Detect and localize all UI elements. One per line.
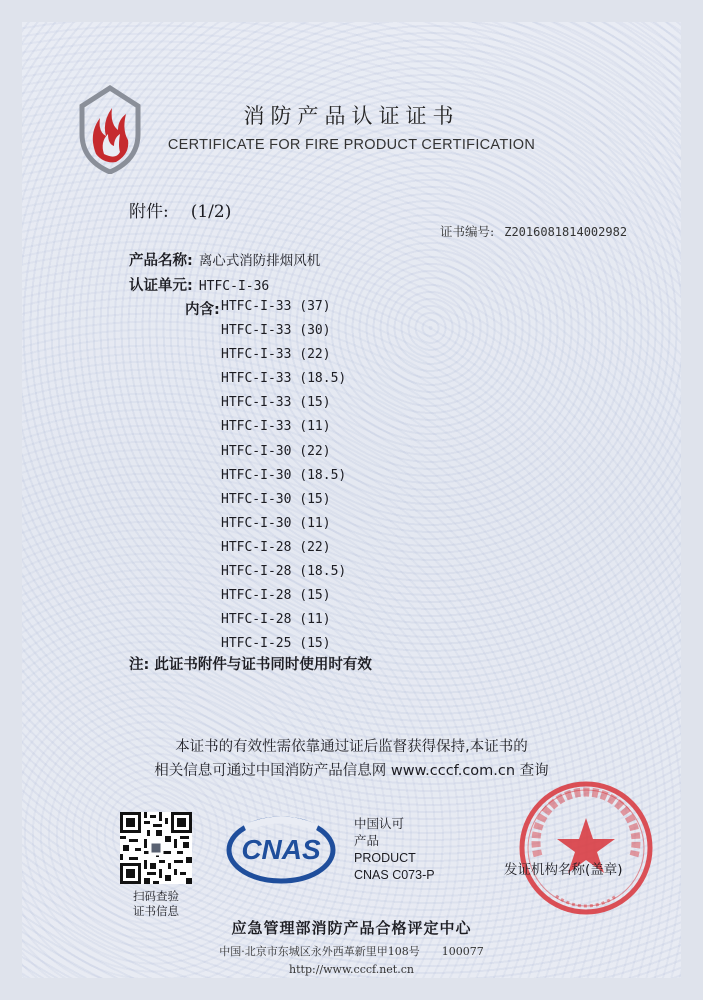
certificate-number: [440, 222, 627, 240]
model-list: [221, 298, 346, 659]
model-item: HTFC-I-28 (22): [221, 539, 331, 555]
model-item: HTFC-I-30 (18.5): [221, 467, 347, 483]
qr-caption-line-1: 扫码查验: [133, 889, 179, 903]
issuer-address: [22, 943, 681, 959]
attachment-label: 附件:: [129, 202, 169, 222]
attachment-value: (1/2): [190, 202, 232, 222]
certificate-title-en: CERTIFICATE FOR FIRE PRODUCT CERTIFICATION: [167, 137, 536, 153]
model-item: HTFC-I-33 (22): [221, 347, 331, 363]
product-name-label: 产品名称:: [129, 253, 193, 269]
address-text: 中国·北京市东城区永外西革新里甲108号: [219, 945, 420, 958]
validity-note: 注: 此证书附件与证书同时使用时有效: [129, 657, 372, 673]
postal-code: 100077: [441, 945, 484, 958]
model-item: HTFC-I-33 (37): [221, 299, 331, 314]
issuer-website-link[interactable]: http://www.cccf.net.cn: [289, 963, 414, 976]
model-item: HTFC-I-25 (15): [221, 636, 331, 652]
cnas-line-3: PRODUCT: [354, 851, 416, 865]
validity-line-2: 相关信息可通过中国消防产品信息网 www.cccf.com.cn 查询: [154, 763, 549, 779]
model-item: HTFC-I-33 (15): [221, 395, 331, 411]
certificate-number-label: 证书编号:: [440, 224, 495, 239]
validity-statement: [22, 735, 681, 783]
certification-unit-value: HTFC-I-36: [198, 279, 270, 294]
includes-label: 内含:: [185, 302, 220, 318]
certification-unit-row: [129, 274, 269, 295]
issuing-center-name: 应急管理部消防产品合格评定中心: [231, 919, 472, 937]
attachment-line: [129, 197, 231, 222]
cnas-logo-icon: [225, 814, 337, 886]
model-item: HTFC-I-30 (22): [221, 443, 331, 459]
model-item: HTFC-I-30 (11): [221, 515, 331, 531]
product-name-value: 离心式消防排烟风机: [198, 253, 321, 269]
model-item: HTFC-I-33 (30): [221, 323, 331, 339]
model-item: HTFC-I-30 (15): [221, 491, 331, 507]
certificate-number-value: Z2016081814002982: [504, 225, 628, 239]
model-item: HTFC-I-33 (18.5): [221, 371, 347, 387]
certificate-title-cn: 消防产品认证证书: [243, 104, 460, 128]
product-name-row: [129, 249, 320, 270]
model-item: HTFC-I-28 (18.5): [221, 564, 347, 580]
qr-code-icon[interactable]: [120, 812, 192, 884]
issuer-label: 发证机构名称(盖章): [504, 862, 623, 878]
qr-caption-line-2: 证书信息: [133, 904, 179, 918]
model-item: HTFC-I-33 (11): [221, 419, 331, 435]
model-item: HTFC-I-28 (11): [221, 612, 331, 628]
official-seal-icon: [516, 778, 656, 918]
cnas-line-1: 中国认可: [354, 817, 405, 831]
cnas-line-2: 产品: [354, 834, 380, 848]
cnas-accreditation-text: [354, 816, 435, 884]
validity-line-1: 本证书的有效性需依靠通过证后监督获得保持,本证书的: [175, 739, 528, 755]
qr-caption: [116, 889, 196, 919]
model-item: HTFC-I-28 (15): [221, 588, 331, 604]
cnas-line-4: CNAS C073-P: [354, 868, 435, 882]
cnas-logo-text: CNAS: [241, 834, 321, 865]
certification-unit-label: 认证单元:: [129, 278, 193, 294]
certificate-page: [22, 22, 681, 978]
